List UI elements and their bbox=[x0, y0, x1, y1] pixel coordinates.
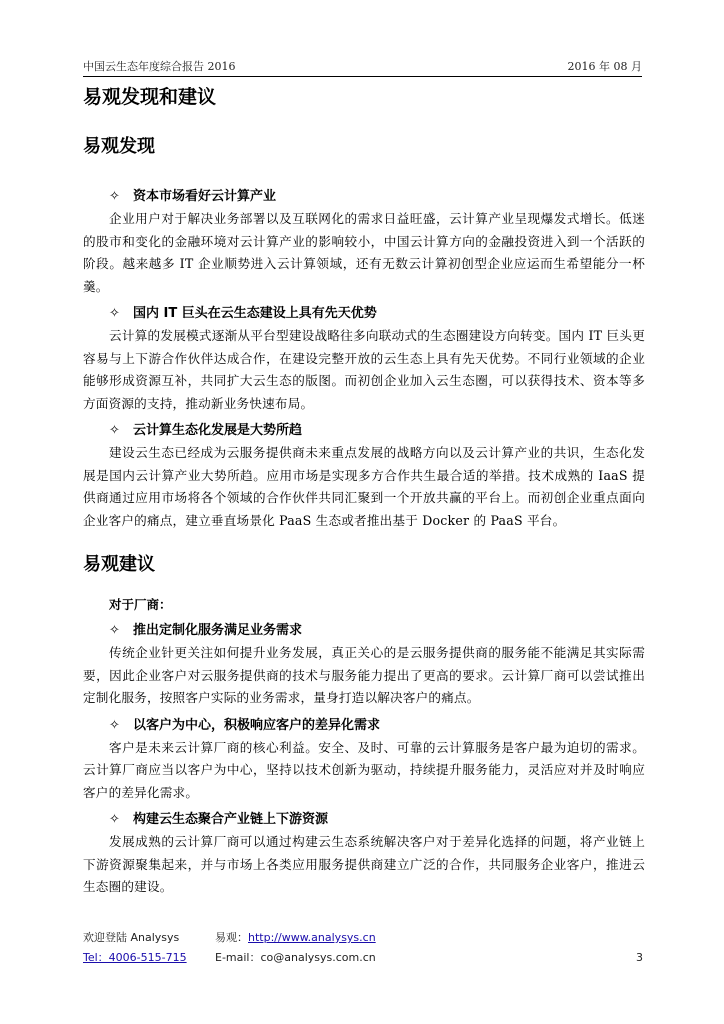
section-title: 易观发现和建议 bbox=[83, 86, 217, 108]
suggestion-item-title: ✧ 推出定制化服务满足业务需求 bbox=[83, 620, 645, 642]
footer-welcome: 欢迎登陆 Analysys bbox=[83, 931, 180, 944]
website-link[interactable]: http://www.analysys.cn bbox=[248, 931, 376, 944]
page-footer bbox=[83, 928, 645, 968]
diamond-bullet-icon: ✧ bbox=[109, 717, 120, 733]
finding-item-title: ✧ 云计算生态化发展是大势所趋 bbox=[83, 420, 645, 442]
finding-item-title: ✧ 资本市场看好云计算产业 bbox=[83, 186, 645, 208]
finding-item-text: 云计算的发展模式逐渐从平台型建设战略往多向联动式的生态圈建设方向转变。国内 IT 巨头更容易与上下游合作伙伴达成合作，在建设完整开放的云生态上具有先天优势。不同行业领域的企业能够形成资源互补，共同扩大云生态的版图。而初创企业加入云生态圈，可以获得技术、资本等多方面资源的支持，推动新业务快速布局。 bbox=[83, 328, 645, 411]
diamond-bullet-icon: ✧ bbox=[109, 623, 120, 638]
page-number: 3 bbox=[636, 951, 643, 964]
for-vendor-label: 对于厂商： bbox=[109, 597, 172, 612]
finding-item-text: 建设云生态已经成为云服务提供商未来重点发展的战略方向以及云计算产业的共识，生态化发展是国内云计算产业大势所趋。应用市场是实现多方合作共生最合适的举措。技术成熟的 IaaS 提供商通过应用市场将各个领域的合作伙伴共同汇聚到一个开放共赢的平台上。而初创企业重点面向企业客户的痛点，建立垂直场景化 PaaS 生态或者推出基于 Docker 的 PaaS 平台。 bbox=[83, 445, 645, 528]
footer-email: E-mail：co@analysys.com.cn bbox=[215, 951, 376, 964]
suggestion-item-title: ✧ 构建云生态聚合产业链上下游资源 bbox=[83, 809, 645, 831]
report-title: 中国云生态年度综合报告 2016 bbox=[83, 60, 236, 73]
diamond-bullet-icon: ✧ bbox=[109, 306, 120, 321]
suggestion-item-text: 发展成熟的云计算厂商可以通过构建云生态系统解决客户对于差异化选择的问题，将产业链上下游资源聚集起来，并与市场上各类应用服务提供商建立广泛的合作，共同服务企业客户，推进云生态圈的建设。 bbox=[83, 834, 645, 894]
tel-link[interactable]: Tel：4006-515-715 bbox=[83, 951, 187, 964]
diamond-bullet-icon: ✧ bbox=[109, 423, 120, 438]
suggestion-item-text: 传统企业针更关注如何提升业务发展，真正关心的是云服务提供商的服务能不能满足其实际需要，因此企业客户对云服务提供商的技术与服务能力提出了更高的要求。云计算厂商可以尝试推出定制化服务，按照客户实际的业务需求，量身打造以解决客户的痛点。 bbox=[83, 645, 645, 705]
page-header bbox=[83, 56, 642, 77]
suggestion-item-text: 客户是未来云计算厂商的核心利益。安全、及时、可靠的云计算服务是客户最为迫切的需求。云计算厂商应当以客户为中心，坚持以技术创新为驱动，持续提升服务能力，灵活应对并及时响应客户的差异化需求。 bbox=[83, 739, 645, 800]
diamond-bullet-icon: ✧ bbox=[109, 189, 120, 204]
footer-site-label: 易观： bbox=[215, 931, 248, 944]
finding-item-title: ✧ 国内 IT 巨头在云生态建设上具有先天优势 bbox=[83, 303, 645, 325]
findings-heading: 易观发现 bbox=[83, 136, 155, 157]
suggestion-item-title: ✧ 以客户为中心，积极响应客户的差异化需求 bbox=[83, 715, 645, 737]
diamond-bullet-icon: ✧ bbox=[109, 812, 120, 827]
suggestions-heading: 易观建议 bbox=[83, 554, 155, 575]
finding-item-text: 企业用户对于解决业务部署以及互联网化的需求日益旺盛，云计算产业呈现爆发式增长。低迷的股市和变化的金融环境对云计算产业的影响较小，中国云计算方向的金融投资进入到一个活跃的阶段。越来越多 IT 企业顺势进入云计算领域，还有无数云计算初创型企业应运而生希望能分一杯羹。 bbox=[83, 211, 645, 294]
main-content bbox=[83, 82, 645, 899]
report-date: 2016 年 08 月 bbox=[567, 60, 642, 73]
